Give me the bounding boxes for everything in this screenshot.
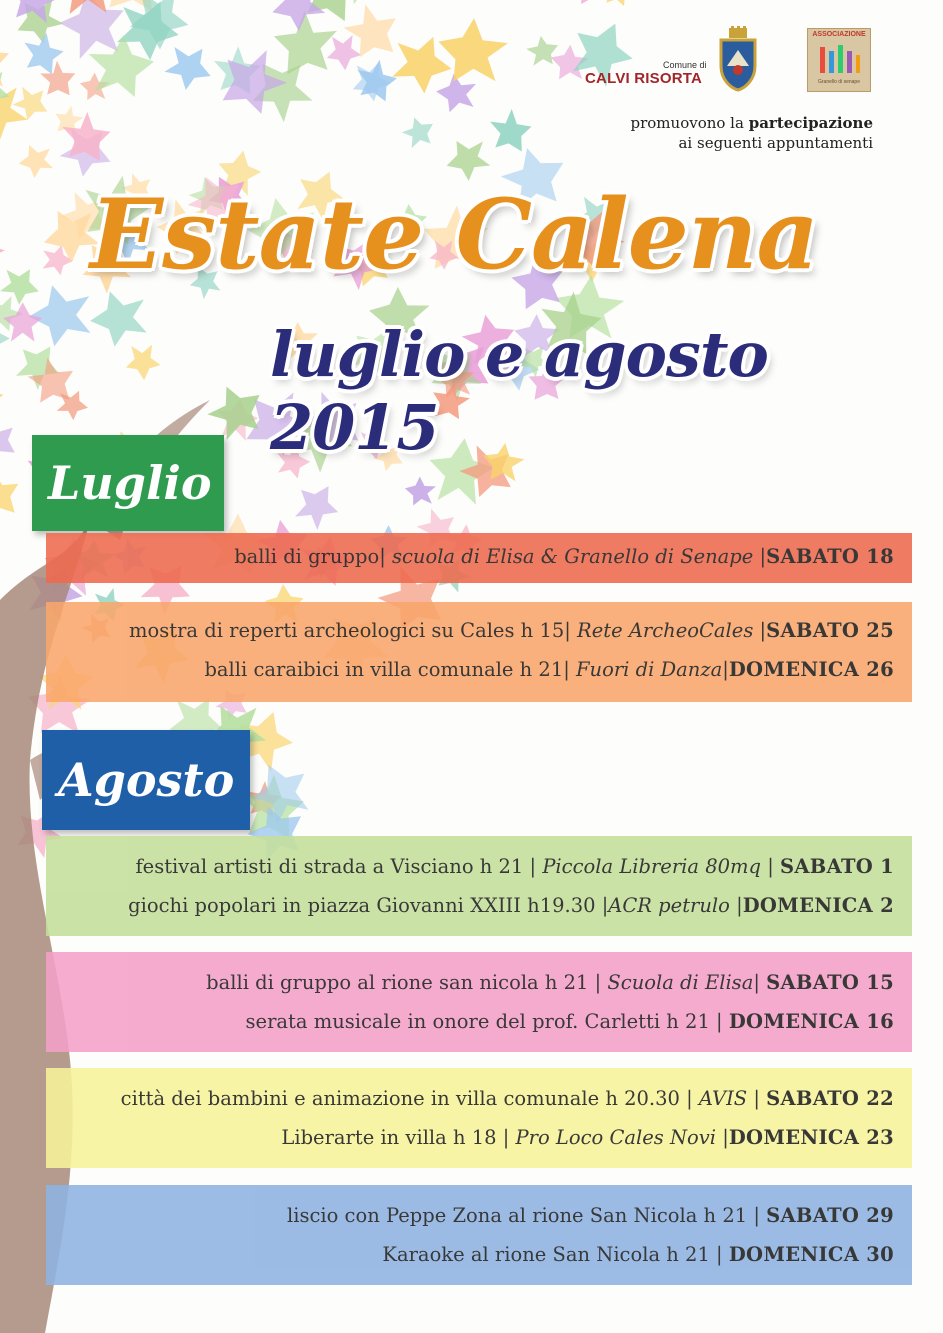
promo-bold: partecipazione (748, 114, 873, 132)
event-day: SABATO 1 (779, 855, 894, 878)
promo-line2: ai seguenti appuntamenti (678, 134, 873, 152)
event-desc: mostra di reperti archeologici su Cales h 15| (129, 619, 578, 642)
event-day: DOMENICA 23 (728, 1126, 894, 1149)
event-band-agosto-2 (46, 952, 912, 1052)
event-organizer: ACR petrulo (608, 894, 730, 917)
event-row (121, 1087, 894, 1110)
event-row (281, 1126, 894, 1149)
event-separator: | (722, 658, 729, 681)
leaf-shape (124, 344, 161, 381)
leaf-shape (0, 375, 4, 422)
event-desc: balli caraibici in villa comunale h 21| (204, 658, 577, 681)
event-day: SABATO 25 (766, 619, 894, 642)
event-day: DOMENICA 16 (728, 1010, 894, 1033)
event-desc: balli di gruppo| (234, 545, 392, 568)
event-day: DOMENICA 30 (728, 1243, 894, 1266)
event-organizer: Fuori di Danza (576, 658, 723, 681)
event-organizer: Scuola di Elisa (607, 971, 754, 994)
event-organizer: Piccola Libreria 80mq (542, 855, 762, 878)
event-separator: | (753, 619, 767, 642)
event-band-agosto-3 (46, 1068, 912, 1168)
event-row (129, 619, 894, 642)
event-day: SABATO 29 (766, 1204, 894, 1227)
comune-label: Comune di (663, 60, 707, 70)
event-desc: Liberarte in villa h 18 | (281, 1126, 516, 1149)
leaf-shape (350, 56, 404, 110)
event-desc: giochi popolari in piazza Giovanni XXIII h19.30 | (128, 894, 609, 917)
event-day: DOMENICA 2 (742, 894, 894, 917)
event-separator: | (716, 1126, 729, 1149)
event-separator: | (761, 855, 780, 878)
association-logo (807, 28, 871, 92)
event-row (204, 658, 894, 681)
leaf-shape (28, 284, 91, 347)
association-subtitle: Granello di senape (818, 79, 860, 85)
leaf-shape (325, 34, 362, 71)
event-desc: balli di gruppo al rione san nicola h 21 | (206, 971, 608, 994)
event-day: SABATO 15 (766, 971, 894, 994)
leaf-shape (288, 475, 348, 535)
event-desc: festival artisti di strada a Visciano h 21 | (135, 855, 543, 878)
event-band-agosto-1 (46, 836, 912, 936)
sponsor-logos (585, 26, 885, 96)
leaf-shape (603, 0, 636, 9)
event-row (128, 894, 894, 917)
event-organizer: Pro Loco Cales Novi (515, 1126, 717, 1149)
event-row (246, 1010, 894, 1033)
leaf-shape (563, 0, 621, 15)
event-organizer: AVIS (698, 1087, 748, 1110)
coat-of-arms-icon (715, 26, 761, 92)
leaf-shape (524, 31, 564, 71)
event-row (206, 971, 894, 994)
event-separator: | (729, 894, 743, 917)
leaf-shape (380, 0, 418, 6)
event-organizer: Rete ArcheoCales (577, 619, 754, 642)
event-desc: serata musicale in onore del prof. Carletti h 21 | (245, 1010, 729, 1033)
leaf-shape (0, 464, 31, 528)
event-desc: Karaoke al rione San Nicola h 21 | (382, 1243, 729, 1266)
promo-text (631, 113, 874, 153)
comune-name: CALVI RISORTA (585, 70, 703, 87)
event-organizer: scuola di Elisa & Granello di Senape (391, 545, 754, 568)
event-separator: | (753, 971, 767, 994)
event-day: SABATO 18 (766, 545, 894, 568)
event-day: SABATO 22 (766, 1087, 894, 1110)
event-band-luglio-2 (46, 602, 912, 702)
event-separator: | (747, 1087, 767, 1110)
poster-subtitle: luglio e agosto 2015 (270, 318, 768, 464)
event-row (287, 1204, 894, 1227)
event-row (135, 855, 894, 878)
event-band-luglio-1 (46, 533, 912, 583)
event-row (382, 1243, 894, 1266)
leaf-shape (402, 474, 438, 510)
association-title: ASSOCIAZIONE (812, 31, 866, 38)
event-separator: | (753, 545, 767, 568)
leaf-shape (428, 10, 512, 94)
event-desc: liscio con Peppe Zona al rione San Nicola h 21 | (286, 1204, 767, 1227)
event-day: DOMENICA 26 (728, 658, 894, 681)
leaf-shape (0, 415, 26, 469)
month-badge-luglio: Luglio (32, 435, 224, 531)
promo-prefix: promuovono la (630, 114, 749, 132)
leaf-shape (129, 0, 190, 50)
leaf-shape (0, 32, 13, 92)
leaf-shape (16, 142, 54, 180)
leaf-shape (88, 288, 148, 348)
month-badge-agosto: Agosto (42, 730, 250, 830)
leaf-shape (399, 111, 441, 153)
event-band-agosto-4 (46, 1185, 912, 1285)
leaf-shape (161, 39, 219, 97)
event-desc: città dei bambini e animazione in villa comunale h 20.30 | (120, 1087, 699, 1110)
event-row (234, 545, 894, 568)
poster-title: Estate Calena (90, 178, 818, 291)
leaf-shape (243, 753, 319, 829)
